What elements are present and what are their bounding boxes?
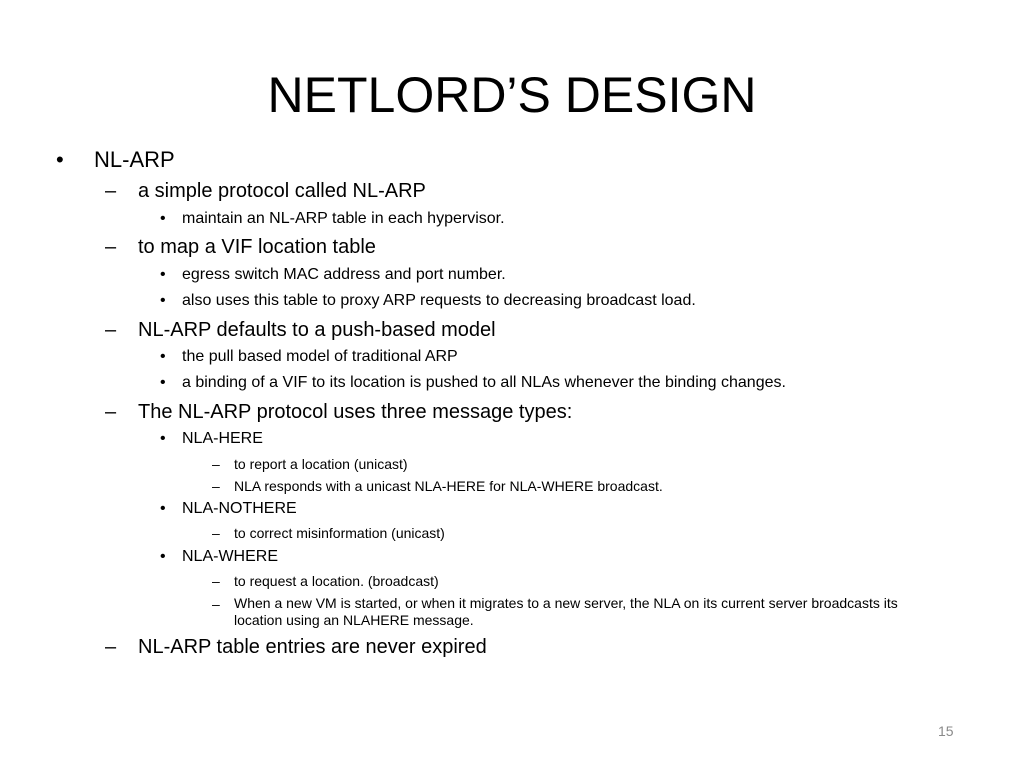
dash-marker: – xyxy=(105,319,117,341)
bullet-marker: • xyxy=(160,500,166,517)
dash-marker: – xyxy=(105,180,117,202)
item-never-expired: NL-ARP table entries are never expired xyxy=(138,636,487,658)
dash-marker: – xyxy=(105,636,117,658)
slide-title: NETLORD’S DESIGN xyxy=(267,67,757,123)
item-binding-pushed: a binding of a VIF to its location is pushed to all NLAs whenever the binding changes. xyxy=(182,374,786,391)
item-simple-protocol: a simple protocol called NL-ARP xyxy=(138,180,426,202)
dash-marker: – xyxy=(212,478,220,494)
item-correct-misinfo: to correct misinformation (unicast) xyxy=(234,525,445,541)
dash-marker: – xyxy=(212,525,220,541)
bullet-marker: • xyxy=(160,292,166,309)
dash-marker: – xyxy=(105,401,117,423)
bullet-nl-arp: NL-ARP xyxy=(94,147,175,172)
item-push-model: NL-ARP defaults to a push-based model xyxy=(138,319,496,341)
bullet-marker: • xyxy=(160,348,166,365)
item-nla-nothere: NLA-NOTHERE xyxy=(182,500,297,517)
bullet-marker: • xyxy=(160,430,166,447)
dash-marker: – xyxy=(212,596,220,612)
item-nla-here: NLA-HERE xyxy=(182,430,263,447)
item-nla-responds: NLA responds with a unicast NLA-HERE for NLA-WHERE broadcast. xyxy=(234,478,663,494)
bullet-marker: • xyxy=(160,548,166,565)
item-pull-model: the pull based model of traditional ARP xyxy=(182,348,458,365)
page-number: 15 xyxy=(938,723,954,739)
item-report-location: to report a location (unicast) xyxy=(234,456,408,472)
dash-marker: – xyxy=(105,236,117,258)
bullet-marker: • xyxy=(160,210,166,227)
item-proxy-arp: also uses this table to proxy ARP requests to decreasing broadcast load. xyxy=(182,292,696,309)
item-egress-switch: egress switch MAC address and port number. xyxy=(182,266,506,283)
item-map-vif: to map a VIF location table xyxy=(138,236,376,258)
bullet-marker: • xyxy=(160,374,166,391)
bullet-marker: • xyxy=(160,266,166,283)
item-maintain-table: maintain an NL-ARP table in each hypervisor. xyxy=(182,210,505,227)
item-request-location: to request a location. (broadcast) xyxy=(234,573,439,589)
dash-marker: – xyxy=(212,573,220,589)
dash-marker: – xyxy=(212,456,220,472)
item-three-types: The NL-ARP protocol uses three message types: xyxy=(138,401,573,423)
item-nla-where: NLA-WHERE xyxy=(182,548,279,565)
item-new-vm: When a new VM is started, or when it migrates to a new server, the NLA on its current server broadcasts its location using an NLAHERE message. xyxy=(234,595,898,628)
bullet-marker: • xyxy=(56,147,64,172)
